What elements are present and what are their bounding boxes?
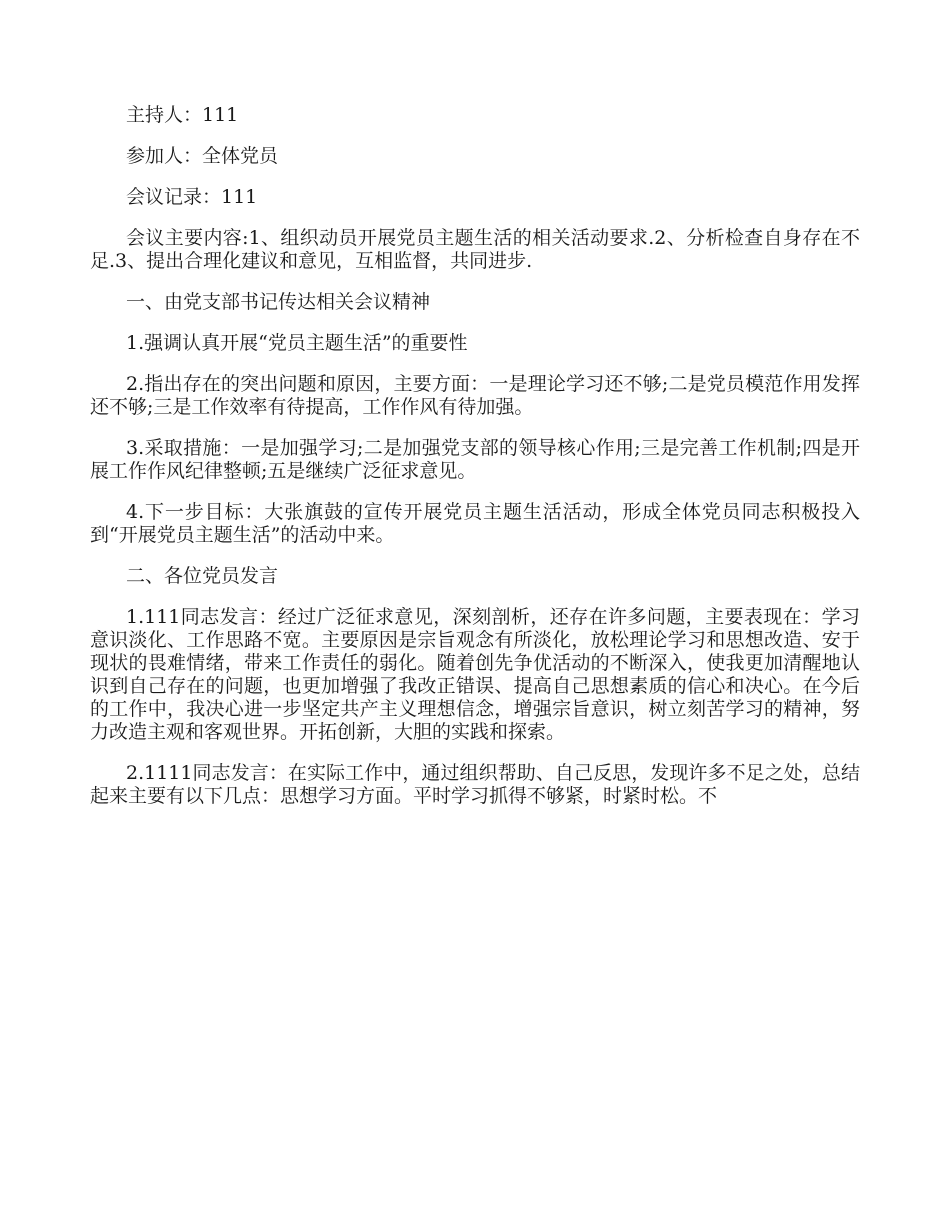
document-body: [90, 104, 860, 826]
speech-two-paragraph: 2.1111同志发言：在实际工作中，通过组织帮助、自己反思，发现许多不足之处，总结起来主要有以下几点：思想学习方面。平时学习抓得不够紧，时紧时松。不: [90, 762, 860, 807]
section-heading-two: 二、各位党员发言: [126, 565, 279, 587]
point-four-paragraph: 4.下一步目标：大张旗鼓的宣传开展党员主题生活活动，形成全体党员同志积极投入到“开展党员主题生活”的活动中来。: [90, 501, 860, 546]
speech-one-paragraph: 1.111同志发言：经过广泛征求意见，深刻剖析，还存在许多问题，主要表现在：学习意识淡化、工作思路不宽。主要原因是宗旨观念有所淡化，放松理论学习和思想改造、安于现状的畏难情绪，带来工作责任的弱化。随着创先争优活动的不断深入，使我更加清醒地认识到自己存在的问题，也更加增强了我改正错误、提高自己思想素质的信心和决心。在今后的工作中，我决心进一步坚定共产主义理想信念，增强宗旨意识，树立刻苦学习的精神，努力改造主观和客观世界。开拓创新，大胆的实践和探索。: [90, 606, 860, 743]
attendees-line: 参加人：全体党员: [126, 145, 279, 167]
point-three-paragraph: 3.采取措施：一是加强学习;二是加强党支部的领导核心作用;三是完善工作机制;四是开展工作作风纪律整顿;五是继续广泛征求意见。: [90, 437, 860, 482]
recorder-line: 会议记录：111: [126, 186, 258, 208]
point-two-paragraph: 2.指出存在的突出问题和原因，主要方面：一是理论学习还不够;二是党员模范作用发挥还不够;三是工作效率有待提高，工作作风有待加强。: [90, 373, 860, 418]
meeting-content-paragraph: 会议主要内容:1、组织动员开展党员主题生活的相关活动要求.2、分析检查自身存在不足.3、提出合理化建议和意见，互相监督，共同进步.: [90, 227, 860, 272]
point-one-paragraph: 1.强调认真开展“党员主题生活”的重要性: [126, 332, 468, 354]
section-heading-one: 一、由党支部书记传达相关会议精神: [126, 291, 431, 313]
host-line: 主持人：111: [126, 104, 239, 126]
